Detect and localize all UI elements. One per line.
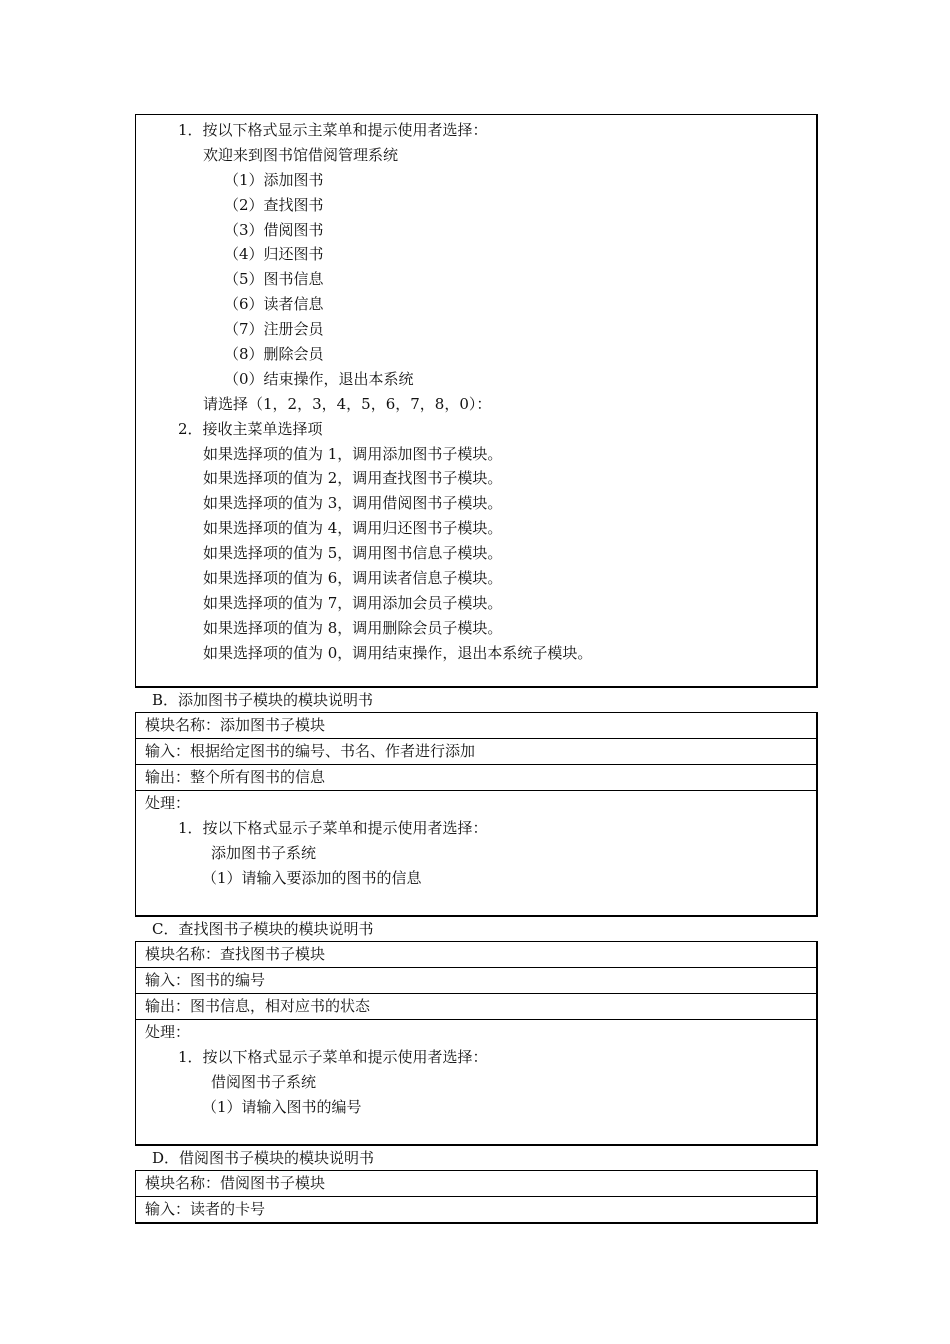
rule-0: 如果选择项的值为 0，调用结束操作，退出本系统子模块。 xyxy=(203,643,593,662)
document-page xyxy=(135,114,818,1224)
section-c-submenu-title: 借阅图书子系统 xyxy=(211,1072,317,1091)
section-b-submenu-title: 添加图书子系统 xyxy=(211,843,317,862)
main-step-2: 2．接收主菜单选择项 xyxy=(178,419,323,438)
rule-4: 如果选择项的值为 4，调用归还图书子模块。 xyxy=(203,519,503,538)
rule-2: 如果选择项的值为 2，调用查找图书子模块。 xyxy=(203,469,503,488)
section-c-table xyxy=(135,941,818,1146)
menu-item-2: （2）查找图书 xyxy=(224,195,324,214)
section-d-module-name: 模块名称：借阅图书子模块 xyxy=(136,1171,818,1197)
section-d-heading: D．借阅图书子模块的模块说明书 xyxy=(152,1149,375,1167)
menu-item-8: （8）删除会员 xyxy=(224,345,324,364)
menu-item-0: （0）结束操作，退出本系统 xyxy=(224,369,414,388)
menu-item-4: （4）归还图书 xyxy=(224,245,324,264)
menu-item-5: （5）图书信息 xyxy=(224,270,324,289)
section-b-output: 输出：整个所有图书的信息 xyxy=(136,765,818,791)
section-b-step-1: 1．按以下格式显示子菜单和提示使用者选择： xyxy=(178,818,488,837)
section-b-process xyxy=(136,791,818,917)
rule-3: 如果选择项的值为 3，调用借阅图书子模块。 xyxy=(203,494,503,513)
welcome-text: 欢迎来到图书馆借阅管理系统 xyxy=(203,145,399,164)
section-b-input: 输入：根据给定图书的编号、书名、作者进行添加 xyxy=(136,739,818,765)
section-b-table xyxy=(135,712,818,917)
menu-item-7: （7）注册会员 xyxy=(224,320,324,339)
rule-7: 如果选择项的值为 7，调用添加会员子模块。 xyxy=(203,593,503,612)
section-d-input: 输入：读者的卡号 xyxy=(136,1197,818,1224)
menu-item-1: （1）添加图书 xyxy=(224,170,324,189)
section-c-heading: C．查找图书子模块的模块说明书 xyxy=(152,920,374,938)
section-c-module-name: 模块名称：查找图书子模块 xyxy=(136,942,818,968)
section-c-input: 输入：图书的编号 xyxy=(136,968,818,994)
section-c-output: 输出：图书信息，相对应书的状态 xyxy=(136,994,818,1020)
select-prompt: 请选择（1，2，3，4，5，6，7，8，0）： xyxy=(203,394,492,413)
rule-6: 如果选择项的值为 6，调用读者信息子模块。 xyxy=(203,569,503,588)
section-c-submenu-item: （1）请输入图书的编号 xyxy=(202,1097,362,1116)
section-b-heading: B．添加图书子模块的模块说明书 xyxy=(152,691,374,709)
rule-8: 如果选择项的值为 8，调用删除会员子模块。 xyxy=(203,618,503,637)
menu-item-6: （6）读者信息 xyxy=(224,295,324,314)
section-c-process-label: 处理： xyxy=(145,1023,191,1041)
section-c-step-1: 1．按以下格式显示子菜单和提示使用者选择： xyxy=(178,1047,488,1066)
main-menu-spec-box xyxy=(135,114,818,688)
main-step-1: 1．按以下格式显示主菜单和提示使用者选择： xyxy=(178,121,488,139)
rule-5: 如果选择项的值为 5，调用图书信息子模块。 xyxy=(203,544,503,563)
section-c-process xyxy=(136,1020,818,1146)
rule-1: 如果选择项的值为 1，调用添加图书子模块。 xyxy=(203,444,503,463)
section-b-module-name: 模块名称：添加图书子模块 xyxy=(136,713,818,739)
section-b-submenu-item: （1）请输入要添加的图书的信息 xyxy=(202,868,422,887)
section-b-process-label: 处理： xyxy=(145,794,191,812)
section-d-table xyxy=(135,1170,818,1224)
menu-item-3: （3）借阅图书 xyxy=(224,220,324,239)
